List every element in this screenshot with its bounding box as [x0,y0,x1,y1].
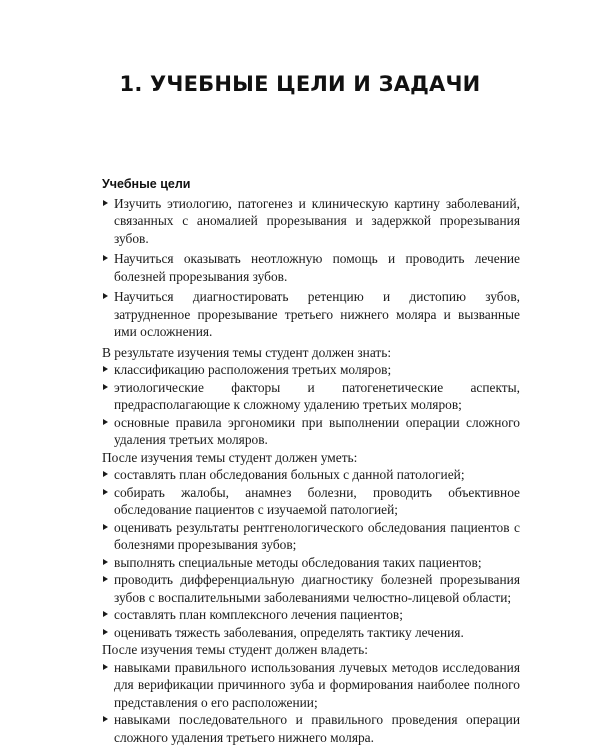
know-list [102,361,520,449]
know-text: этиологические факторы и патогенетические аспекты, предрасполагающие к сложному удалению третьих моляров; [114,379,520,412]
master-intro: После изучения темы студент должен владеть: [102,642,368,657]
goal-item [102,288,520,341]
able-text: оценивать результаты рентгенологического обследования пациентов с болезнями прорезывания зубов; [114,519,520,552]
able-item [102,466,520,484]
triangle-bullet-icon [103,471,108,477]
triangle-bullet-icon [103,255,108,261]
able-text: собирать жалобы, анамнез болезни, проводить объективное обследование пациентов с изучаемой патологией; [114,484,520,517]
able-item [102,624,520,642]
triangle-bullet-icon [103,576,108,582]
able-text: оценивать тяжесть заболевания, определять тактику лечения. [114,624,464,640]
able-item [102,554,520,572]
know-item [102,361,520,379]
triangle-bullet-icon [103,489,108,495]
know-text: классификацию расположения третьих моляров; [114,362,392,377]
goal-text: Научиться оказывать неотложную помощь и проводить лечение болезней прорезывания зубов. [114,251,520,284]
triangle-bullet-icon [103,664,108,670]
triangle-bullet-icon [103,629,108,635]
master-list [102,659,520,747]
master-text: навыками последовательного и правильного проведения операции сложного удаления третьего нижнего моляра. [114,712,520,745]
able-item [102,484,520,519]
goal-item [102,195,520,248]
able-item [102,606,520,624]
goal-text: Изучить этиологию, патогенез и клиническую картину заболеваний, связанных с аномалией прорезывания и задержкой прорезывания зубов. [114,195,520,246]
triangle-bullet-icon [103,559,108,565]
triangle-bullet-icon [103,366,108,372]
chapter-title: 1. УЧЕБНЫЕ ЦЕЛИ И ЗАДАЧИ [119,72,481,96]
know-intro: В результате изучения темы студент должен знать: [102,344,392,360]
master-text: навыками правильного использования лучевых методов исследования для верификации причинного зуба и формирования наиболее полного представления о его расположении; [114,659,520,710]
able-text: проводить дифференциальную диагностику болезней прорезывания зубов с воспалительными заболеваниями челюстно-лицевой области; [114,572,520,605]
goal-text: Научиться диагностировать ретенцию и дистопию зубов, затрудненное прорезывание третьего нижнего моляра и вызванные ими осложнения. [114,289,520,339]
master-item [102,711,520,746]
goals-list [102,195,520,341]
triangle-bullet-icon [103,419,108,425]
triangle-bullet-icon [103,716,108,722]
triangle-bullet-icon [103,611,108,617]
triangle-bullet-icon [103,384,108,390]
page-content [102,176,520,746]
able-text: составлять план обследования больных с данной патологией; [114,467,465,482]
triangle-bullet-icon [103,200,108,206]
triangle-bullet-icon [103,524,108,530]
know-text: основные правила эргономики при выполнении операции сложного удаления третьих моляров. [114,414,520,447]
triangle-bullet-icon [103,293,108,299]
able-item [102,519,520,554]
goals-heading: Учебные цели [102,177,191,191]
able-list [102,466,520,641]
able-text: составлять план комплексного лечения пациентов; [114,607,403,622]
able-intro: После изучения темы студент должен уметь: [102,449,358,465]
master-item [102,659,520,712]
goal-item [102,250,520,285]
know-item [102,379,520,414]
able-text: выполнять специальные методы обследования таких пациентов; [114,554,482,570]
able-item [102,571,520,606]
know-item [102,414,520,449]
